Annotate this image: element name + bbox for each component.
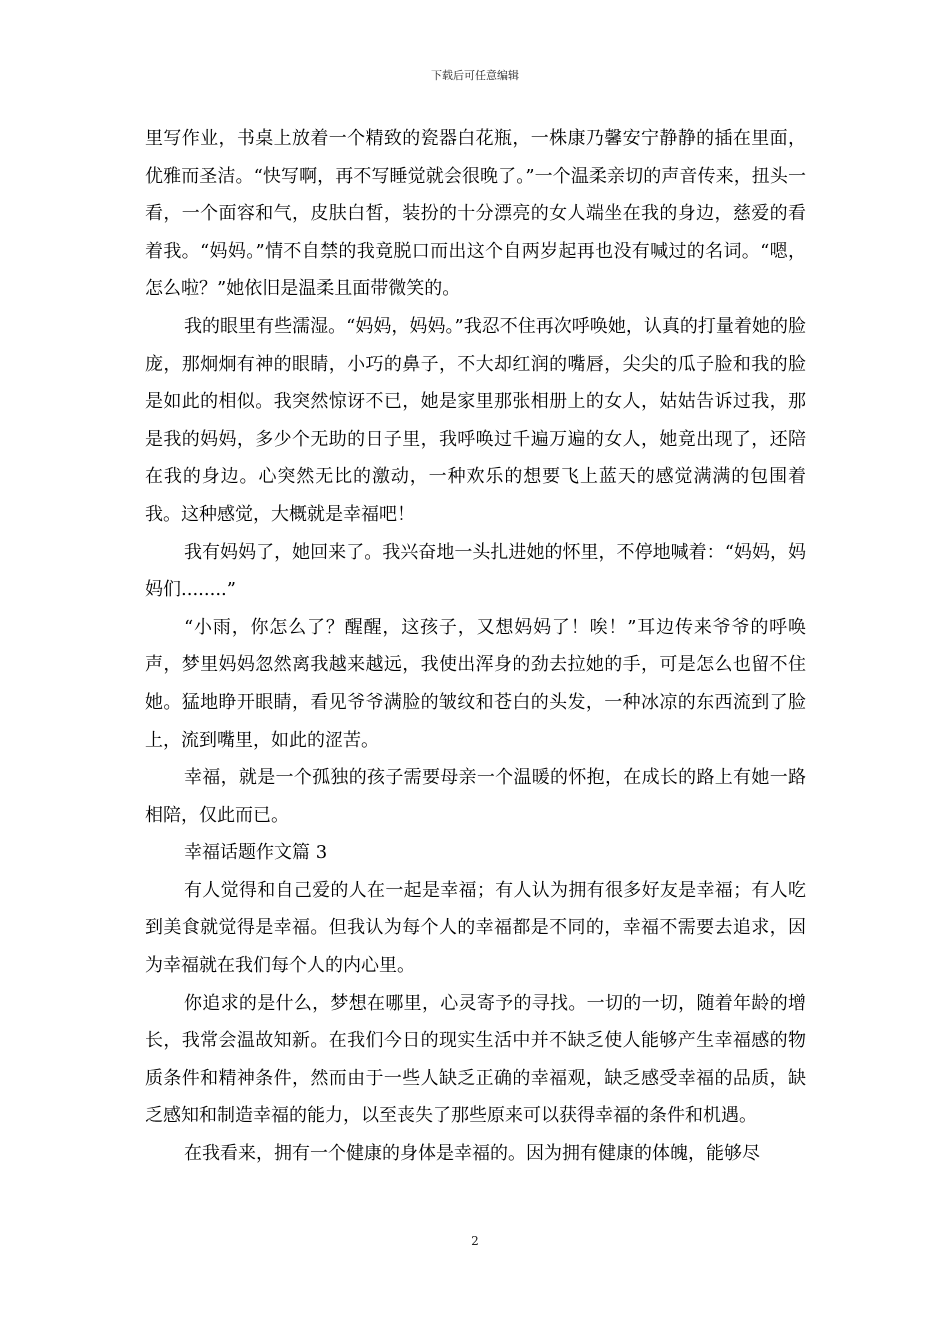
paragraph: 幸福，就是一个孤独的孩子需要母亲一个温暖的怀抱，在成长的路上有她一路相陪，仅此而已。: [145, 767, 806, 826]
section-heading: 幸福话题作文篇 3: [184, 842, 328, 864]
page-header: 下载后可任意编辑: [431, 69, 519, 82]
paragraph: 我的眼里有些濡湿。“妈妈，妈妈。”我忍不住再次呼唤她，认真的打量着她的脸庞，那炯炯有神的眼睛，小巧的鼻子，不大却红润的嘴唇，尖尖的瓜子脸和我的脸是如此的相似。我突然惊讶不已，她是家里那张相册上的女人，姑姑告诉过我，那是我的妈妈，多少个无助的日子里，我呼唤过千遍万遍的女人，她竟出现了，还陪在我的身边。心突然无比的激动，一种欢乐的想要飞上蓝天的感觉满满的包围着我。这种感觉，大概就是幸福吧！: [145, 315, 806, 525]
paragraph: 在我看来，拥有一个健康的身体是幸福的。因为拥有健康的体魄，能够尽: [184, 1143, 760, 1165]
paragraph: 里写作业，书桌上放着一个精致的瓷器白花瓶，一株康乃馨安宁静静的插在里面，优雅而圣洁。“快写啊，再不写睡觉就会很晚了。”一个温柔亲切的声音传来，扭头一看，一个面容和气，皮肤白皙，装扮的十分漂亮的女人端坐在我的身边，慈爱的看着我。“妈妈。”情不自禁的我竟脱口而出这个自两岁起再也没有喊过的名词。“嗯，怎么啦？”她依旧是温柔且面带微笑的。: [145, 128, 806, 300]
paragraph: 我有妈妈了，她回来了。我兴奋地一头扎进她的怀里，不停地喊着：“妈妈，妈妈们........”: [145, 541, 806, 601]
document-body: [145, 120, 806, 1173]
paragraph: 你追求的是什么，梦想在哪里，心灵寄予的寻找。一切的一切，随着年龄的增长，我常会温故知新。在我们今日的现实生活中并不缺乏使人能够产生幸福感的物质条件和精神条件，然而由于一些人缺乏正确的幸福观，缺乏感受幸福的品质，缺乏感知和制造幸福的能力，以至丧失了那些原来可以获得幸福的条件和机遇。: [145, 992, 806, 1127]
paragraph: 有人觉得和自己爱的人在一起是幸福；有人认为拥有很多好友是幸福；有人吃到美食就觉得是幸福。但我认为每个人的幸福都是不同的，幸福不需要去追求，因为幸福就在我们每个人的内心里。: [145, 879, 806, 977]
page-number: 2: [471, 1234, 479, 1248]
paragraph: “小雨，你怎么了？醒醒，这孩子，又想妈妈了！唉！”耳边传来爷爷的呼唤声，梦里妈妈忽然离我越来越远，我使出浑身的劲去拉她的手，可是怎么也留不住她。猛地睁开眼睛，看见爷爷满脸的皱纹和苍白的头发，一种冰凉的东西流到了脸上，流到嘴里，如此的涩苦。: [145, 616, 806, 751]
